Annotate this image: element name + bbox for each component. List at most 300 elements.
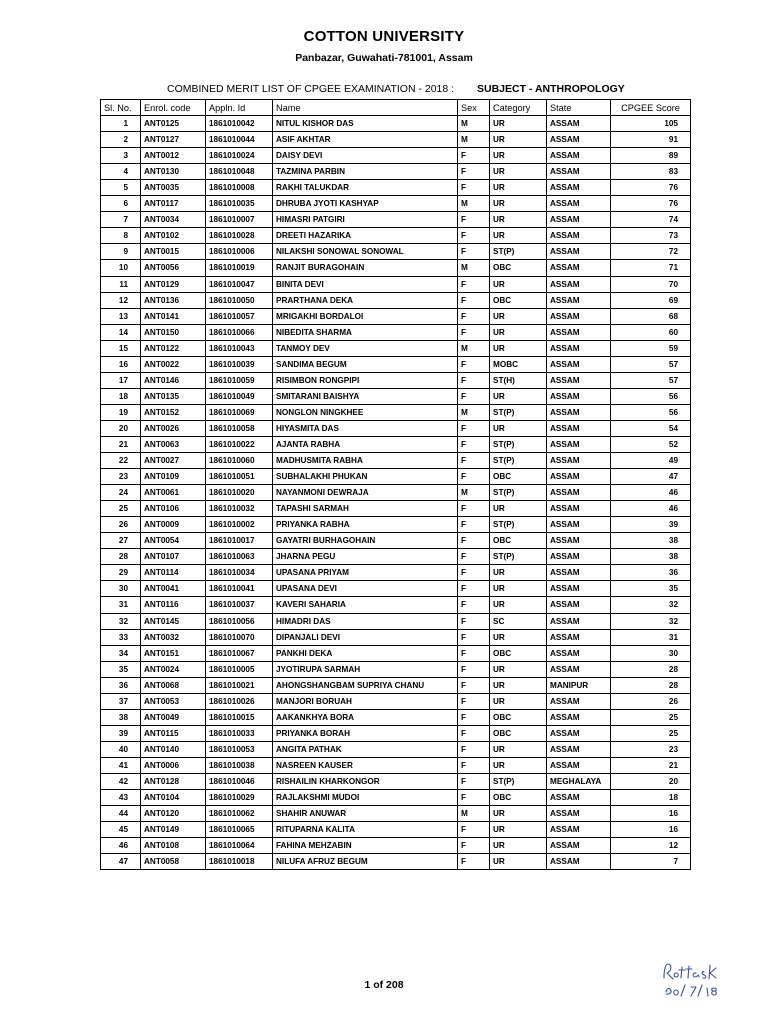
table-row — [101, 501, 691, 517]
university-address: Panbazar, Guwahati-781001, Assam — [295, 52, 473, 64]
sl-no-cell: 46 — [101, 838, 141, 854]
category-cell: UR — [490, 597, 547, 613]
table-row — [101, 436, 691, 452]
state-cell: ASSAM — [547, 324, 611, 340]
table-row — [101, 725, 691, 741]
enrol-code-cell: ANT0135 — [141, 388, 206, 404]
sex-cell: M — [458, 404, 490, 420]
category-cell: ST(P) — [490, 244, 547, 260]
category-cell: OBC — [490, 709, 547, 725]
score-cell: 69 — [611, 292, 691, 308]
table-row — [101, 693, 691, 709]
table-row — [101, 581, 691, 597]
sex-cell: F — [458, 790, 490, 806]
merit-list-title: COMBINED MERIT LIST OF CPGEE EXAMINATION - 2018 : — [167, 83, 455, 95]
state-cell: ASSAM — [547, 340, 611, 356]
handwritten-signature — [658, 958, 728, 998]
enrol-code-cell: ANT0115 — [141, 725, 206, 741]
page-number: 1 of 208 — [364, 979, 404, 991]
state-cell: MEGHALAYA — [547, 773, 611, 789]
enrol-code-cell: ANT0012 — [141, 148, 206, 164]
table-row — [101, 709, 691, 725]
name-cell: MRIGAKHI BORDALOI — [273, 308, 458, 324]
state-cell: ASSAM — [547, 581, 611, 597]
sex-cell: F — [458, 838, 490, 854]
enrol-code-cell: ANT0049 — [141, 709, 206, 725]
sex-cell: F — [458, 741, 490, 757]
score-cell: 7 — [611, 854, 691, 870]
sex-cell: F — [458, 565, 490, 581]
state-cell: ASSAM — [547, 709, 611, 725]
score-cell: 16 — [611, 822, 691, 838]
sex-cell: F — [458, 709, 490, 725]
table-row — [101, 244, 691, 260]
name-cell: ANGITA PATHAK — [273, 741, 458, 757]
sl-no-cell: 29 — [101, 565, 141, 581]
table-row — [101, 196, 691, 212]
appln-id-cell: 1861010026 — [206, 693, 273, 709]
score-cell: 31 — [611, 629, 691, 645]
category-cell: ST(P) — [490, 549, 547, 565]
enrol-code-cell: ANT0152 — [141, 404, 206, 420]
appln-id-cell: 1861010017 — [206, 533, 273, 549]
score-cell: 52 — [611, 436, 691, 452]
score-cell: 20 — [611, 773, 691, 789]
category-cell: UR — [490, 308, 547, 324]
state-cell: ASSAM — [547, 164, 611, 180]
score-cell: 72 — [611, 244, 691, 260]
sex-cell: F — [458, 613, 490, 629]
subject-title: SUBJECT - ANTHROPOLOGY — [477, 83, 625, 95]
name-cell: KAVERI SAHARIA — [273, 597, 458, 613]
score-cell: 76 — [611, 180, 691, 196]
state-cell: ASSAM — [547, 404, 611, 420]
state-cell: ASSAM — [547, 372, 611, 388]
category-cell: OBC — [490, 533, 547, 549]
sl-no-cell: 33 — [101, 629, 141, 645]
sex-cell: F — [458, 228, 490, 244]
sex-cell: F — [458, 597, 490, 613]
state-cell: ASSAM — [547, 838, 611, 854]
table-row — [101, 854, 691, 870]
enrol-code-cell: ANT0053 — [141, 693, 206, 709]
sex-cell: F — [458, 549, 490, 565]
name-cell: PRIYANKA RABHA — [273, 517, 458, 533]
appln-id-cell: 1861010059 — [206, 372, 273, 388]
sl-no-cell: 1 — [101, 116, 141, 132]
sl-no-cell: 18 — [101, 388, 141, 404]
enrol-code-cell: ANT0127 — [141, 132, 206, 148]
col-header-appln-id: Appln. Id — [206, 100, 273, 116]
name-cell: ASIF AKHTAR — [273, 132, 458, 148]
sex-cell: F — [458, 292, 490, 308]
state-cell: ASSAM — [547, 533, 611, 549]
name-cell: RITUPARNA KALITA — [273, 822, 458, 838]
category-cell: UR — [490, 228, 547, 244]
sl-no-cell: 40 — [101, 741, 141, 757]
col-header-sl-no: Sl. No. — [101, 100, 141, 116]
score-cell: 46 — [611, 501, 691, 517]
appln-id-cell: 1861010028 — [206, 228, 273, 244]
enrol-code-cell: ANT0140 — [141, 741, 206, 757]
sl-no-cell: 12 — [101, 292, 141, 308]
enrol-code-cell: ANT0114 — [141, 565, 206, 581]
sl-no-cell: 25 — [101, 501, 141, 517]
enrol-code-cell: ANT0061 — [141, 485, 206, 501]
name-cell: HIMADRI DAS — [273, 613, 458, 629]
state-cell: ASSAM — [547, 420, 611, 436]
name-cell: TANMOY DEV — [273, 340, 458, 356]
sl-no-cell: 2 — [101, 132, 141, 148]
table-row — [101, 741, 691, 757]
state-cell: ASSAM — [547, 565, 611, 581]
sex-cell: F — [458, 212, 490, 228]
category-cell: UR — [490, 693, 547, 709]
score-cell: 38 — [611, 533, 691, 549]
appln-id-cell: 1861010062 — [206, 806, 273, 822]
table-row — [101, 372, 691, 388]
name-cell: RAJLAKSHMI MUDOI — [273, 790, 458, 806]
table-row — [101, 453, 691, 469]
enrol-code-cell: ANT0015 — [141, 244, 206, 260]
appln-id-cell: 1861010005 — [206, 661, 273, 677]
category-cell: UR — [490, 629, 547, 645]
sex-cell: M — [458, 485, 490, 501]
col-header-name: Name — [273, 100, 458, 116]
category-cell: UR — [490, 148, 547, 164]
table-row — [101, 164, 691, 180]
score-cell: 23 — [611, 741, 691, 757]
category-cell: ST(P) — [490, 517, 547, 533]
table-row — [101, 469, 691, 485]
name-cell: SMITARANI BAISHYA — [273, 388, 458, 404]
appln-id-cell: 1861010043 — [206, 340, 273, 356]
name-cell: RISHAILIN KHARKONGOR — [273, 773, 458, 789]
table-row — [101, 838, 691, 854]
appln-id-cell: 1861010042 — [206, 116, 273, 132]
table-row — [101, 148, 691, 164]
sex-cell: F — [458, 725, 490, 741]
enrol-code-cell: ANT0125 — [141, 116, 206, 132]
category-cell: UR — [490, 677, 547, 693]
enrol-code-cell: ANT0107 — [141, 549, 206, 565]
table-header-row — [101, 100, 691, 116]
appln-id-cell: 1861010044 — [206, 132, 273, 148]
enrol-code-cell: ANT0116 — [141, 597, 206, 613]
appln-id-cell: 1861010041 — [206, 581, 273, 597]
sl-no-cell: 31 — [101, 597, 141, 613]
sex-cell: M — [458, 806, 490, 822]
category-cell: UR — [490, 838, 547, 854]
enrol-code-cell: ANT0026 — [141, 420, 206, 436]
sex-cell: M — [458, 132, 490, 148]
appln-id-cell: 1861010034 — [206, 565, 273, 581]
sl-no-cell: 3 — [101, 148, 141, 164]
enrol-code-cell: ANT0122 — [141, 340, 206, 356]
enrol-code-cell: ANT0035 — [141, 180, 206, 196]
state-cell: MANIPUR — [547, 677, 611, 693]
appln-id-cell: 1861010066 — [206, 324, 273, 340]
sl-no-cell: 39 — [101, 725, 141, 741]
sl-no-cell: 22 — [101, 453, 141, 469]
sl-no-cell: 7 — [101, 212, 141, 228]
name-cell: HIYASMITA DAS — [273, 420, 458, 436]
score-cell: 25 — [611, 725, 691, 741]
name-cell: NITUL KISHOR DAS — [273, 116, 458, 132]
sex-cell: F — [458, 388, 490, 404]
enrol-code-cell: ANT0120 — [141, 806, 206, 822]
category-cell: UR — [490, 196, 547, 212]
category-cell: UR — [490, 340, 547, 356]
category-cell: UR — [490, 565, 547, 581]
score-cell: 49 — [611, 453, 691, 469]
appln-id-cell: 1861010038 — [206, 757, 273, 773]
table-row — [101, 790, 691, 806]
appln-id-cell: 1861010060 — [206, 453, 273, 469]
sex-cell: F — [458, 822, 490, 838]
enrol-code-cell: ANT0024 — [141, 661, 206, 677]
enrol-code-cell: ANT0106 — [141, 501, 206, 517]
sl-no-cell: 4 — [101, 164, 141, 180]
table-row — [101, 228, 691, 244]
table-row — [101, 420, 691, 436]
score-cell: 76 — [611, 196, 691, 212]
score-cell: 38 — [611, 549, 691, 565]
appln-id-cell: 1861010067 — [206, 645, 273, 661]
table-row — [101, 565, 691, 581]
appln-id-cell: 1861010057 — [206, 308, 273, 324]
table-row — [101, 629, 691, 645]
sex-cell: F — [458, 276, 490, 292]
score-cell: 32 — [611, 613, 691, 629]
enrol-code-cell: ANT0034 — [141, 212, 206, 228]
score-cell: 16 — [611, 806, 691, 822]
category-cell: OBC — [490, 645, 547, 661]
col-header-sex: Sex — [458, 100, 490, 116]
name-cell: PRARTHANA DEKA — [273, 292, 458, 308]
category-cell: UR — [490, 581, 547, 597]
category-cell: OBC — [490, 725, 547, 741]
name-cell: BINITA DEVI — [273, 276, 458, 292]
table-row — [101, 677, 691, 693]
state-cell: ASSAM — [547, 388, 611, 404]
sl-no-cell: 36 — [101, 677, 141, 693]
sl-no-cell: 38 — [101, 709, 141, 725]
appln-id-cell: 1861010069 — [206, 404, 273, 420]
sl-no-cell: 45 — [101, 822, 141, 838]
name-cell: DREETI HAZARIKA — [273, 228, 458, 244]
name-cell: HIMASRI PATGIRI — [273, 212, 458, 228]
name-cell: NONGLON NINGKHEE — [273, 404, 458, 420]
name-cell: AHONGSHANGBAM SUPRIYA CHANU — [273, 677, 458, 693]
sl-no-cell: 21 — [101, 436, 141, 452]
score-cell: 18 — [611, 790, 691, 806]
score-cell: 39 — [611, 517, 691, 533]
score-cell: 73 — [611, 228, 691, 244]
name-cell: JHARNA PEGU — [273, 549, 458, 565]
score-cell: 21 — [611, 757, 691, 773]
category-cell: MOBC — [490, 356, 547, 372]
category-cell: UR — [490, 132, 547, 148]
sl-no-cell: 17 — [101, 372, 141, 388]
sex-cell: M — [458, 340, 490, 356]
appln-id-cell: 1861010048 — [206, 164, 273, 180]
score-cell: 57 — [611, 356, 691, 372]
appln-id-cell: 1861010070 — [206, 629, 273, 645]
sex-cell: F — [458, 148, 490, 164]
table-row — [101, 645, 691, 661]
state-cell: ASSAM — [547, 196, 611, 212]
table-body — [101, 116, 691, 870]
category-cell: ST(P) — [490, 436, 547, 452]
sex-cell: F — [458, 501, 490, 517]
sl-no-cell: 11 — [101, 276, 141, 292]
category-cell: UR — [490, 324, 547, 340]
sl-no-cell: 13 — [101, 308, 141, 324]
name-cell: RANJIT BURAGOHAIN — [273, 260, 458, 276]
sex-cell: F — [458, 757, 490, 773]
sl-no-cell: 6 — [101, 196, 141, 212]
enrol-code-cell: ANT0054 — [141, 533, 206, 549]
appln-id-cell: 1861010018 — [206, 854, 273, 870]
score-cell: 26 — [611, 693, 691, 709]
name-cell: AAKANKHYA BORA — [273, 709, 458, 725]
name-cell: GAYATRI BURHAGOHAIN — [273, 533, 458, 549]
appln-id-cell: 1861010056 — [206, 613, 273, 629]
table-row — [101, 757, 691, 773]
sex-cell: F — [458, 581, 490, 597]
sl-no-cell: 14 — [101, 324, 141, 340]
sl-no-cell: 32 — [101, 613, 141, 629]
category-cell: UR — [490, 757, 547, 773]
enrol-code-cell: ANT0129 — [141, 276, 206, 292]
sex-cell: F — [458, 533, 490, 549]
appln-id-cell: 1861010007 — [206, 212, 273, 228]
sex-cell: F — [458, 661, 490, 677]
category-cell: ST(H) — [490, 372, 547, 388]
name-cell: RAKHI TALUKDAR — [273, 180, 458, 196]
appln-id-cell: 1861010024 — [206, 148, 273, 164]
table-row — [101, 806, 691, 822]
table-row — [101, 661, 691, 677]
sex-cell: F — [458, 420, 490, 436]
score-cell: 47 — [611, 469, 691, 485]
enrol-code-cell: ANT0009 — [141, 517, 206, 533]
sex-cell: F — [458, 677, 490, 693]
enrol-code-cell: ANT0006 — [141, 757, 206, 773]
state-cell: ASSAM — [547, 613, 611, 629]
enrol-code-cell: ANT0136 — [141, 292, 206, 308]
appln-id-cell: 1861010046 — [206, 773, 273, 789]
table-row — [101, 308, 691, 324]
state-cell: ASSAM — [547, 260, 611, 276]
score-cell: 59 — [611, 340, 691, 356]
table-row — [101, 132, 691, 148]
score-cell: 12 — [611, 838, 691, 854]
enrol-code-cell: ANT0032 — [141, 629, 206, 645]
category-cell: OBC — [490, 292, 547, 308]
score-cell: 54 — [611, 420, 691, 436]
col-header-category: Category — [490, 100, 547, 116]
table-row — [101, 485, 691, 501]
name-cell: RISIMBON RONGPIPI — [273, 372, 458, 388]
category-cell: UR — [490, 806, 547, 822]
enrol-code-cell: ANT0117 — [141, 196, 206, 212]
sl-no-cell: 47 — [101, 854, 141, 870]
sl-no-cell: 30 — [101, 581, 141, 597]
sex-cell: F — [458, 854, 490, 870]
sex-cell: F — [458, 773, 490, 789]
score-cell: 36 — [611, 565, 691, 581]
appln-id-cell: 1861010049 — [206, 388, 273, 404]
score-cell: 32 — [611, 597, 691, 613]
table-row — [101, 180, 691, 196]
sl-no-cell: 20 — [101, 420, 141, 436]
score-cell: 56 — [611, 388, 691, 404]
enrol-code-cell: ANT0150 — [141, 324, 206, 340]
appln-id-cell: 1861010008 — [206, 180, 273, 196]
appln-id-cell: 1861010050 — [206, 292, 273, 308]
score-cell: 71 — [611, 260, 691, 276]
state-cell: ASSAM — [547, 854, 611, 870]
score-cell: 74 — [611, 212, 691, 228]
table-row — [101, 822, 691, 838]
sl-no-cell: 28 — [101, 549, 141, 565]
enrol-code-cell: ANT0041 — [141, 581, 206, 597]
name-cell: TAZMINA PARBIN — [273, 164, 458, 180]
appln-id-cell: 1861010047 — [206, 276, 273, 292]
name-cell: NAYANMONI DEWRAJA — [273, 485, 458, 501]
category-cell: UR — [490, 822, 547, 838]
sl-no-cell: 37 — [101, 693, 141, 709]
enrol-code-cell: ANT0151 — [141, 645, 206, 661]
enrol-code-cell: ANT0108 — [141, 838, 206, 854]
sl-no-cell: 8 — [101, 228, 141, 244]
name-cell: PANKHI DEKA — [273, 645, 458, 661]
sl-no-cell: 34 — [101, 645, 141, 661]
appln-id-cell: 1861010015 — [206, 709, 273, 725]
table-row — [101, 340, 691, 356]
state-cell: ASSAM — [547, 132, 611, 148]
state-cell: ASSAM — [547, 228, 611, 244]
category-cell: ST(P) — [490, 485, 547, 501]
appln-id-cell: 1861010029 — [206, 790, 273, 806]
sl-no-cell: 15 — [101, 340, 141, 356]
appln-id-cell: 1861010053 — [206, 741, 273, 757]
sex-cell: F — [458, 244, 490, 260]
score-cell: 35 — [611, 581, 691, 597]
category-cell: UR — [490, 388, 547, 404]
state-cell: ASSAM — [547, 276, 611, 292]
table-row — [101, 533, 691, 549]
state-cell: ASSAM — [547, 597, 611, 613]
state-cell: ASSAM — [547, 469, 611, 485]
name-cell: NILUFA AFRUZ BEGUM — [273, 854, 458, 870]
enrol-code-cell: ANT0068 — [141, 677, 206, 693]
appln-id-cell: 1861010051 — [206, 469, 273, 485]
appln-id-cell: 1861010021 — [206, 677, 273, 693]
enrol-code-cell: ANT0022 — [141, 356, 206, 372]
state-cell: ASSAM — [547, 292, 611, 308]
category-cell: UR — [490, 164, 547, 180]
table-row — [101, 212, 691, 228]
sex-cell: F — [458, 436, 490, 452]
table-row — [101, 549, 691, 565]
enrol-code-cell: ANT0141 — [141, 308, 206, 324]
table-row — [101, 388, 691, 404]
table-row — [101, 260, 691, 276]
state-cell: ASSAM — [547, 661, 611, 677]
